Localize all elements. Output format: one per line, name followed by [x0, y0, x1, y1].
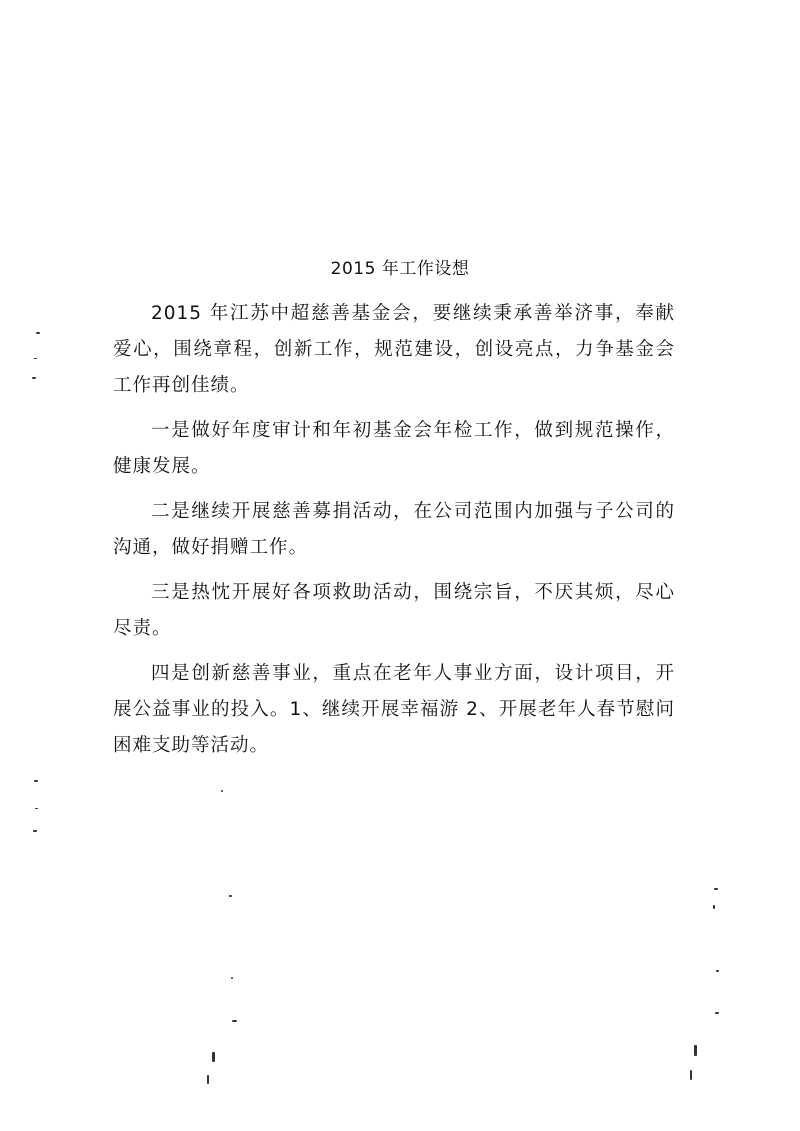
paragraph-item-2: 二是继续开展慈善募捐活动，在公司范围内加强与子公司的沟通，做好捐赠工作。	[113, 501, 675, 558]
scan-mark	[690, 1070, 692, 1080]
scan-mark	[694, 1045, 697, 1056]
document-body	[113, 296, 675, 773]
scan-mark	[713, 905, 715, 909]
scan-mark	[231, 977, 233, 979]
scan-mark	[33, 830, 37, 832]
scan-mark	[34, 358, 37, 359]
scan-mark	[716, 970, 719, 972]
scan-mark	[36, 332, 40, 334]
scan-mark	[221, 790, 223, 792]
scan-mark	[714, 888, 718, 890]
scan-mark	[229, 895, 232, 897]
paragraph-item-1: 一是做好年度审计和年初基金会年检工作，做到规范操作，健康发展。	[113, 420, 675, 477]
paragraph-intro: 2015 年江苏中超慈善基金会，要继续秉承善举济事，奉献爱心，围绕章程，创新工作，规范建设，创设亮点，力争基金会工作再创佳绩。	[113, 303, 675, 396]
scan-mark	[232, 1020, 237, 1022]
scan-mark	[34, 780, 38, 782]
scan-mark	[212, 1052, 215, 1062]
scan-mark	[32, 377, 36, 379]
scan-mark	[207, 1075, 209, 1084]
scan-mark	[715, 1012, 719, 1014]
paragraph-item-3: 三是热忱开展好各项救助活动，围绕宗旨，不厌其烦，尽心尽责。	[113, 582, 675, 639]
document-title: 2015 年工作设想	[330, 259, 470, 279]
paragraph-item-4: 四是创新慈善事业，重点在老年人事业方面，设计项目，开展公益事业的投入。1、继续开展幸福游 2、开展老年人春节慰问困难支助等活动。	[113, 663, 675, 756]
scan-mark	[35, 808, 38, 809]
